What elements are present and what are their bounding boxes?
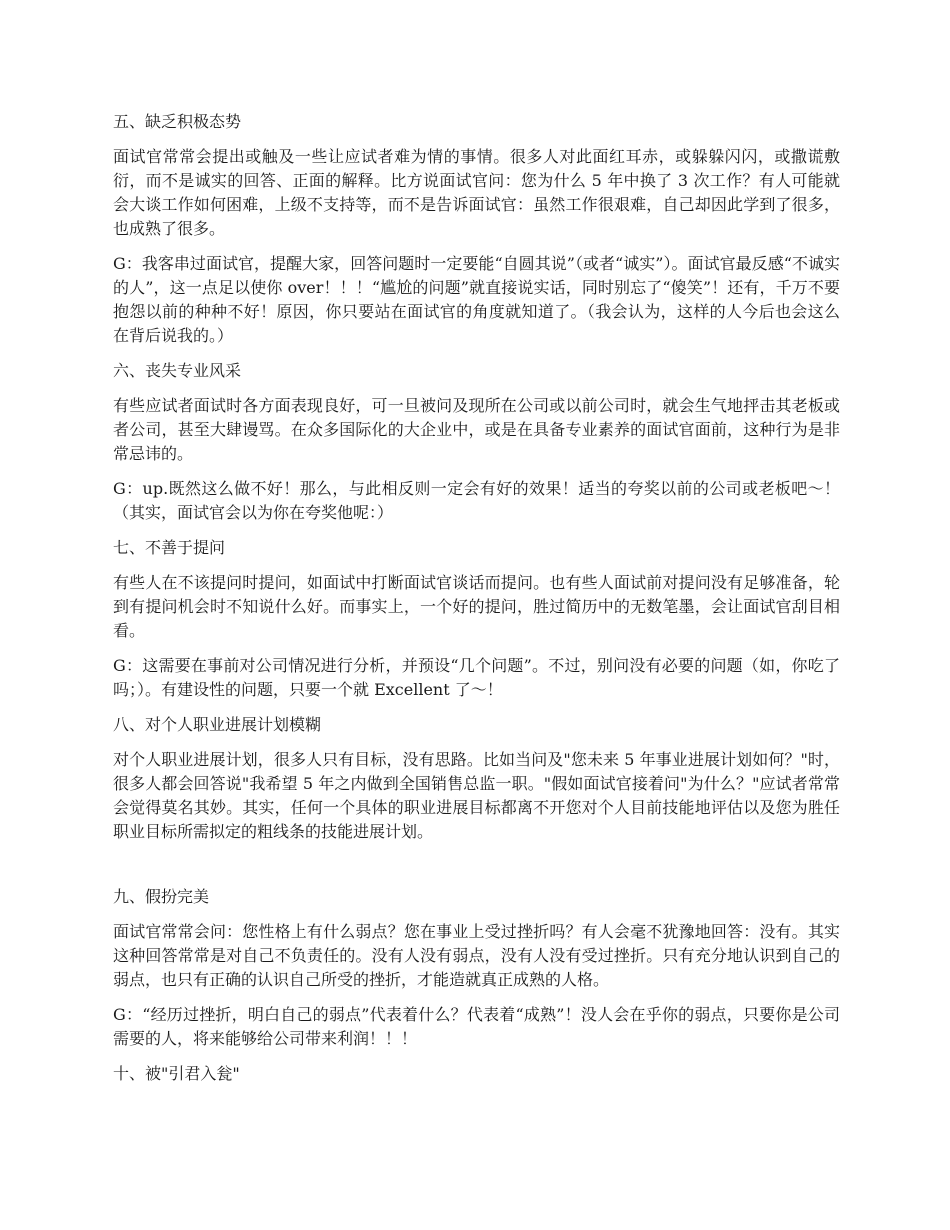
section-9-body: 面试官常常会问：您性格上有什么弱点？您在事业上受过挫折吗？有人会毫不犹豫地回答：没有。其实这种回答常常是对自己不负责任的。没有人没有弱点，没有人没有受过挫折。只有充分地认识到自己的弱点，也只有正确的认识自己所受的挫折，才能造就真正成熟的人格。	[113, 922, 840, 989]
section-10-heading: 十、被"引君入瓮"	[113, 1064, 240, 1083]
section-5-heading: 五、缺乏积极态势	[113, 112, 242, 131]
section-6-body: 有些应试者面试时各方面表现良好，可一旦被问及现所在公司或以前公司时，就会生气地抨击其老板或者公司，甚至大肆谩骂。在众多国际化的大企业中，或是在具备专业素养的面试官面前，这种行为是非常忌讳的。	[113, 396, 840, 463]
section-5-body: 面试官常常会提出或触及一些让应试者难为情的事情。很多人对此面红耳赤，或躲躲闪闪，或撒谎敷衍，而不是诚实的回答、正面的解释。比方说面试官问：您为什么 5 年中换了 3 次工作？有人可能就会大谈工作如何困难，上级不支持等，而不是告诉面试官：虽然工作很艰难，自己却因此学到了很多，也成熟了很多。	[113, 147, 840, 238]
section-8-heading: 八、对个人职业进展计划模糊	[113, 715, 322, 734]
paragraph-gap	[113, 855, 840, 885]
section-9-comment: G：“经历过挫折，明白自己的弱点”代表着什么？代表着“成熟”！没人会在乎你的弱点，只要你是公司需要的人，将来能够给公司带来利润！！！	[113, 1005, 840, 1048]
section-6-heading: 六、丧失专业风采	[113, 361, 242, 380]
section-7-comment: G：这需要在事前对公司情况进行分析，并预设“几个问题”。不过，别问没有必要的问题（如，你吃了吗；）。有建设性的问题，只要一个就 Excellent 了～！	[113, 656, 840, 699]
document-page	[113, 110, 840, 1097]
section-5-comment: G：我客串过面试官，提醒大家，回答问题时一定要能“自圆其说”（或者“诚实”）。面试官最反感“不诚实的人”，这一点足以使你 over！！！“尴尬的问题”就直接说实话，同时别忘了“傻笑”！还有，千万不要抱怨以前的种种不好！原因，你只要站在面试官的角度就知道了。（我会认为，这样的人今后也会这么在背后说我的。）	[113, 254, 840, 345]
section-7-heading: 七、不善于提问	[113, 538, 226, 557]
section-6-comment: G：up.既然这么做不好！那么，与此相反则一定会有好的效果！适当的夸奖以前的公司或老板吧～！（其实，面试官会以为你在夸奖他呢：）	[113, 479, 840, 522]
section-9-heading: 九、假扮完美	[113, 887, 210, 906]
section-8-body: 对个人职业进展计划，很多人只有目标，没有思路。比如当问及"您未来 5 年事业进展计划如何？"时，很多人都会回答说"我希望 5 年之内做到全国销售总监一职。"假如面试官接着问"为什么？"应试者常常会觉得莫名其妙。其实，任何一个具体的职业进展目标都离不开您对个人目前技能地评估以及您为胜任职业目标所需拟定的粗线条的技能进展计划。	[113, 750, 840, 841]
section-7-body: 有些人在不该提问时提问，如面试中打断面试官谈话而提问。也有些人面试前对提问没有足够准备，轮到有提问机会时不知说什么好。而事实上，一个好的提问，胜过简历中的无数笔墨，会让面试官刮目相看。	[113, 573, 840, 640]
